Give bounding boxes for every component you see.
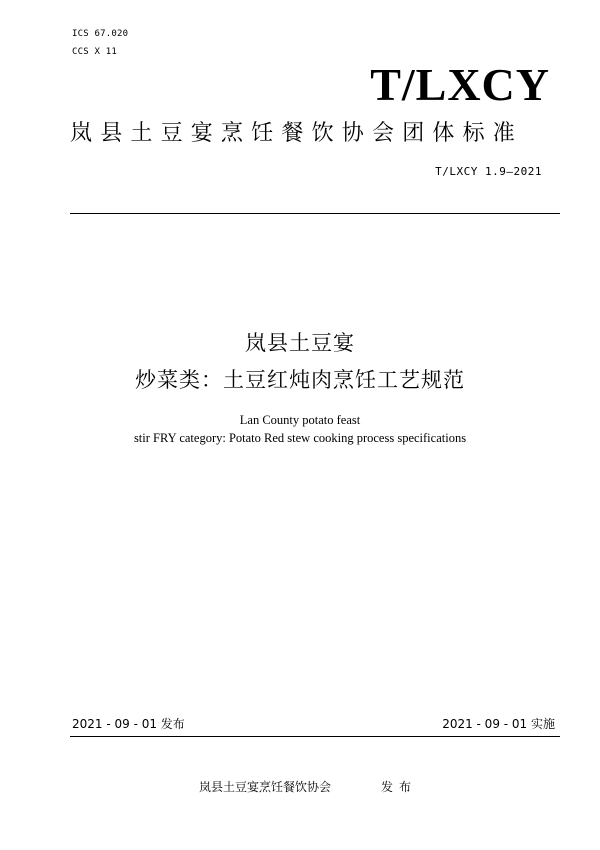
organization-standard-title: 岚县土豆宴烹饪餐饮协会团体标准	[70, 121, 524, 146]
implementation-date: 2021 - 09 - 01 实施	[442, 717, 555, 731]
english-title-line1: Lan County potato feast	[239, 413, 361, 427]
standard-brand-code: T/LXCY	[370, 59, 550, 110]
ccs-code: CCS X 11	[72, 47, 117, 57]
publish-date: 2021 - 09 - 01 发布	[72, 717, 185, 731]
document-title-line1: 岚县土豆宴	[245, 331, 355, 355]
english-title-line2: stir FRY category: Potato Red stew cooking process specifications	[133, 431, 467, 445]
document-number: T/LXCY 1.9—2021	[435, 165, 542, 178]
header-divider	[70, 213, 560, 214]
issue-label: 发布	[381, 780, 418, 794]
issuing-organization: 岚县土豆宴烹饪餐饮协会	[199, 780, 332, 794]
document-title-line2: 炒菜类：土豆红炖肉烹饪工艺规范	[135, 368, 465, 392]
footer-divider	[70, 736, 560, 737]
ics-code: ICS 67.020	[72, 29, 129, 39]
